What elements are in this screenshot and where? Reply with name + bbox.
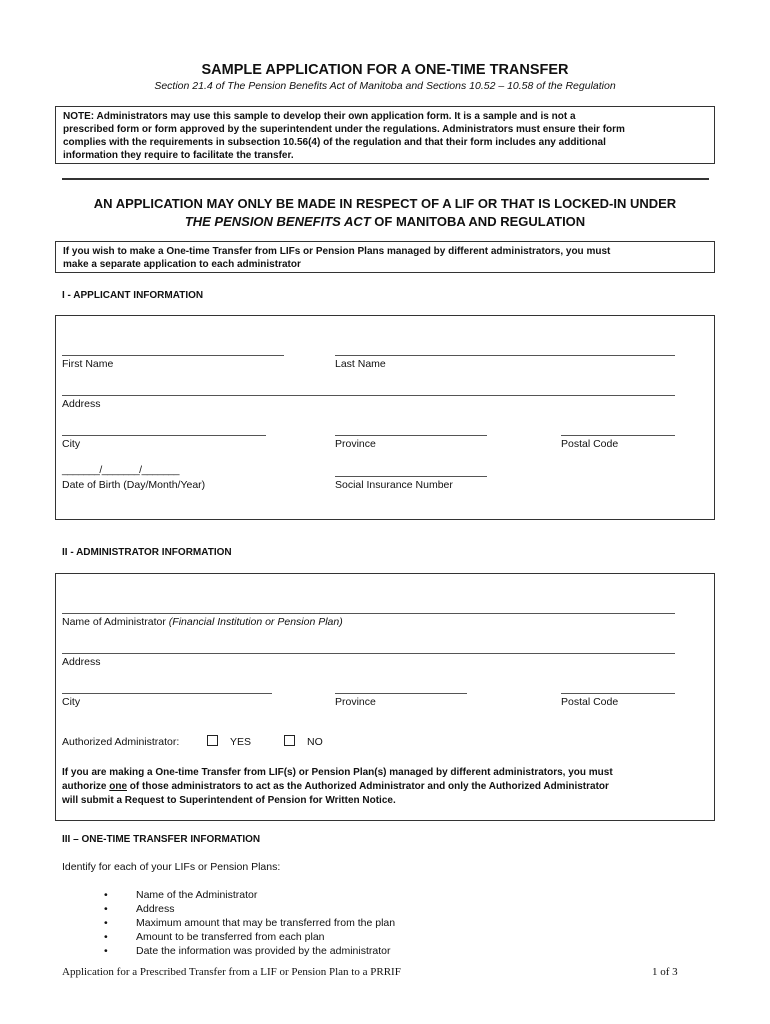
act-name: THE PENSION BENEFITS ACT [184, 214, 371, 229]
list-item: • Amount to be transferred from each plan [104, 930, 395, 944]
admin-province-label: Province [335, 696, 376, 708]
postal-code-label: Postal Code [561, 438, 619, 450]
admin-name-label [62, 616, 343, 628]
no-label: NO [307, 736, 323, 748]
transfer-requirements-list [104, 888, 395, 958]
eligibility-heading-rest: OF MANITOBA AND REGULATION [370, 214, 586, 229]
postal-code-field[interactable] [561, 435, 675, 436]
admin-address-field[interactable] [62, 653, 675, 654]
note-line: prescribed form or form approved by the superintendent under the regulations. Administrators must ensure their form [63, 124, 625, 135]
section-transfer-label: III – ONE-TIME TRANSFER INFORMATION [62, 834, 261, 845]
section-applicant-label: I - APPLICANT INFORMATION [62, 290, 204, 301]
yes-label: YES [230, 736, 252, 748]
no-checkbox[interactable] [284, 735, 295, 746]
note-line: complies with the requirements in subsection 10.56(4) of the regulation and that their form includes any additional [63, 137, 606, 148]
admin-postal-code-field[interactable] [561, 693, 675, 694]
sin-label: Social Insurance Number [335, 479, 453, 491]
note-box [55, 106, 715, 164]
authorized-admin-label: Authorized Administrator: [62, 736, 180, 748]
instruction-line [62, 780, 702, 794]
admin-name-field[interactable] [62, 613, 675, 614]
horizontal-divider [62, 178, 709, 180]
notice-line: If you wish to make a One-time Transfer from LIFs or Pension Plans managed by different administrators, you must [63, 246, 611, 257]
eligibility-heading-line2 [0, 213, 770, 231]
date-of-birth-field[interactable]: _______/_______/_______ [62, 464, 179, 476]
eligibility-heading-line1: AN APPLICATION MAY ONLY BE MADE IN RESPECT OF A LIF OR THAT IS LOCKED-IN UNDER [93, 196, 677, 211]
admin-city-field[interactable] [62, 693, 272, 694]
yes-checkbox[interactable] [207, 735, 218, 746]
date-of-birth-label: Date of Birth (Day/Month/Year) [62, 479, 206, 491]
page-title: SAMPLE APPLICATION FOR A ONE-TIME TRANSFER [201, 62, 569, 78]
page-number: 1 of 3 [652, 966, 678, 978]
list-item: • Address [104, 902, 395, 916]
admin-address-label: Address [62, 656, 101, 668]
notice-line: make a separate application to each administrator [63, 259, 301, 270]
last-name-field[interactable] [335, 355, 675, 356]
list-item: • Maximum amount that may be transferred from the plan [104, 916, 395, 930]
first-name-field[interactable] [62, 355, 284, 356]
city-field[interactable] [62, 435, 266, 436]
sin-field[interactable] [335, 476, 487, 477]
instruction-text: of those administrators to act as the Authorized Administrator and only the Authorized Administrator [127, 781, 609, 792]
separate-application-notice [55, 241, 715, 273]
admin-province-field[interactable] [335, 693, 467, 694]
transfer-intro: Identify for each of your LIFs or Pension Plans: [62, 861, 281, 873]
eligibility-heading [0, 195, 770, 231]
address-field[interactable] [62, 395, 675, 396]
province-label: Province [335, 438, 376, 450]
province-field[interactable] [335, 435, 487, 436]
list-item: • Name of the Administrator [104, 888, 395, 902]
note-line: NOTE: Administrators may use this sample to develop their own application form. It is a sample and is not a [63, 111, 576, 122]
admin-postal-code-label: Postal Code [561, 696, 619, 708]
admin-name-hint: (Financial Institution or Pension Plan) [168, 616, 343, 628]
city-label: City [62, 438, 81, 450]
authorized-admin-instructions [62, 766, 702, 808]
admin-name-text: Name of Administrator [62, 616, 169, 628]
instruction-text: authorize [62, 781, 110, 792]
address-label: Address [62, 398, 101, 410]
list-item: • Date the information was provided by the administrator [104, 944, 395, 958]
admin-city-label: City [62, 696, 81, 708]
footer-form-title: Application for a Prescribed Transfer from a LIF or Pension Plan to a PRRIF [62, 966, 401, 978]
section-administrator-label: II - ADMINISTRATOR INFORMATION [62, 547, 232, 558]
page-subtitle: Section 21.4 of The Pension Benefits Act of Manitoba and Sections 10.52 – 10.58 of the Regulation [154, 80, 616, 92]
last-name-label: Last Name [335, 358, 386, 370]
instruction-line: will submit a Request to Superintendent of Pension for Written Notice. [62, 795, 396, 806]
first-name-label: First Name [62, 358, 114, 370]
note-line: information they require to facilitate the transfer. [63, 150, 294, 161]
instruction-line: If you are making a One-time Transfer from LIF(s) or Pension Plan(s) managed by different administrators, you must [62, 767, 613, 778]
instruction-emphasis: one [109, 781, 128, 792]
